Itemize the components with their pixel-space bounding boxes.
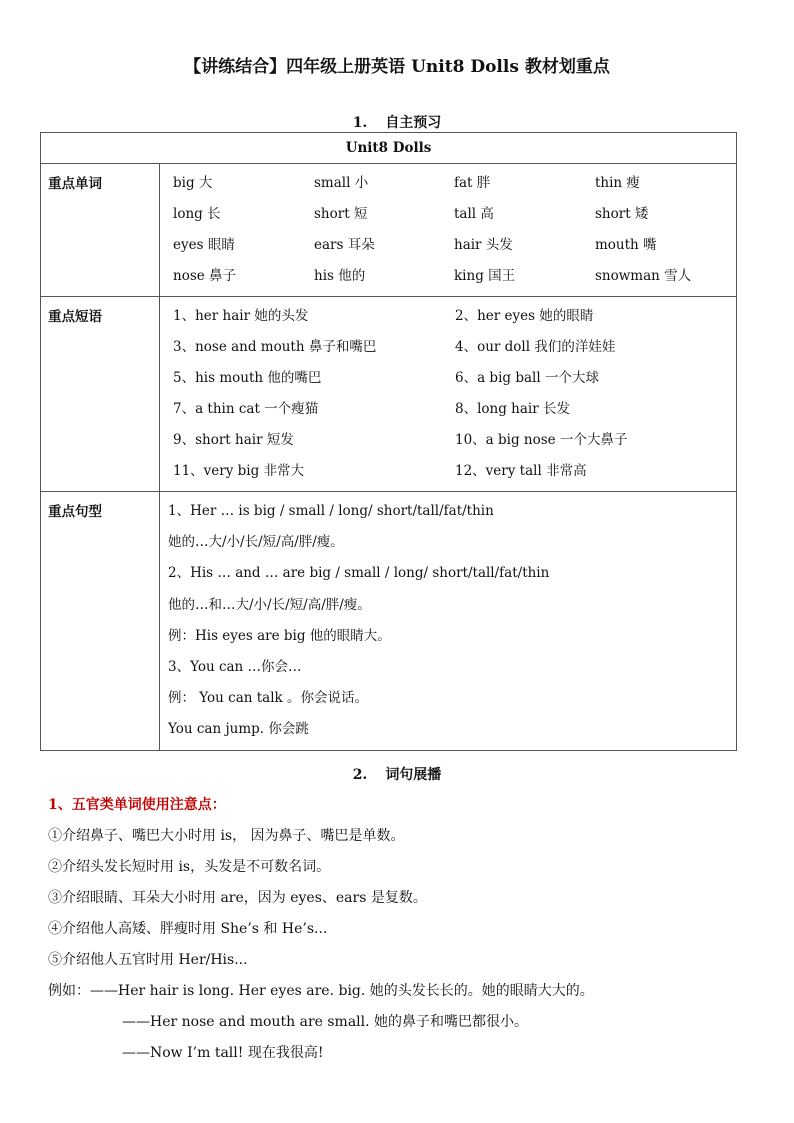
note-item: ③介绍眼睛、耳朵大小时用 are，因为 eyes、ears 是复数。 <box>48 890 427 906</box>
sentence-line: 例： You can talk 。你会说话。 <box>168 690 369 707</box>
word-item: snowman 雪人 <box>595 268 692 284</box>
row-label-words: 重点单词 <box>41 164 160 297</box>
word-item: tall 高 <box>454 206 494 222</box>
phrase-item: 5、his mouth 他的嘴巴 <box>173 370 322 386</box>
example-line: ——Now I’m tall! 现在我很高! <box>122 1045 324 1061</box>
row-label-phrases: 重点短语 <box>41 297 160 492</box>
vocab-table <box>40 132 737 751</box>
section-2-title: 词句展播 <box>385 767 442 783</box>
table-row-sentences <box>41 492 737 751</box>
note-item: ②介绍头发长短时用 is，头发是不可数名词。 <box>48 859 331 875</box>
phrase-item: 4、our doll 我们的洋娃娃 <box>455 339 616 355</box>
sentence-line: You can jump. 你会跳 <box>168 721 309 738</box>
sentence-line: 3、You can …你会… <box>168 658 302 675</box>
section-1-title: 自主预习 <box>385 115 442 131</box>
word-item: hair 头发 <box>454 237 513 253</box>
phrase-item: 1、her hair 她的头发 <box>173 308 309 324</box>
phrase-item: 3、nose and mouth 鼻子和嘴巴 <box>173 339 377 355</box>
note-item: ①介绍鼻子、嘴巴大小时用 is， 因为鼻子、嘴巴是单数。 <box>48 828 405 844</box>
section-1-number: 1. <box>352 115 368 131</box>
example-line: ——Her nose and mouth are small. 她的鼻子和嘴巴都很小。 <box>122 1014 529 1030</box>
phrase-item: 2、her eyes 她的眼睛 <box>455 308 594 324</box>
word-item: short 短 <box>314 206 368 222</box>
sentence-list <box>160 492 736 750</box>
phrase-item: 10、a big nose 一个大鼻子 <box>455 432 628 448</box>
word-item: ears 耳朵 <box>314 237 375 253</box>
word-item: king 国王 <box>454 268 516 284</box>
word-item: eyes 眼睛 <box>173 237 235 253</box>
row-label-sentences: 重点句型 <box>41 492 160 751</box>
word-item: fat 胖 <box>454 175 491 191</box>
section-1-heading <box>0 112 794 132</box>
page-title: 【讲练结合】四年级上册英语 Unit8 Dolls 教材划重点 <box>184 57 610 77</box>
phrase-item: 11、very big 非常大 <box>173 463 305 479</box>
phrase-item: 12、very tall 非常高 <box>455 463 587 479</box>
table-header: Unit8 Dolls <box>41 133 737 164</box>
section-2-number: 2. <box>352 767 368 783</box>
note-item: ④介绍他人高矮、胖瘦时用 She’s 和 He’s... <box>48 921 328 937</box>
sentence-line: 2、His … and … are big / small / long/ short/tall/fat/thin <box>168 565 550 582</box>
phrases-grid <box>160 297 736 491</box>
notes-heading: 1、五官类单词使用注意点： <box>48 797 226 813</box>
table-row-words <box>41 164 737 297</box>
sentence-line: 她的…大/小/长/短/高/胖/瘦。 <box>168 534 344 551</box>
sentence-line: 例：His eyes are big 他的眼睛大。 <box>168 627 391 644</box>
table-row-phrases <box>41 297 737 492</box>
phrase-item: 7、a thin cat 一个瘦猫 <box>173 401 319 417</box>
word-item: thin 瘦 <box>595 175 640 191</box>
word-item: mouth 嘴 <box>595 237 657 253</box>
example-line: 例如：——Her hair is long. Her eyes are. big. 她的头发长长的。她的眼睛大大的。 <box>48 983 594 999</box>
words-grid <box>160 164 736 296</box>
sentence-line: 1、Her … is big / small / long/ short/tall/fat/thin <box>168 503 494 519</box>
word-item: nose 鼻子 <box>173 268 237 284</box>
phrase-item: 6、a big ball 一个大球 <box>455 370 599 386</box>
word-item: big 大 <box>173 175 213 191</box>
word-item: short 矮 <box>595 206 649 222</box>
sentence-line: 他的…和…大/小/长/短/高/胖/瘦。 <box>168 596 371 613</box>
word-item: long 长 <box>173 206 221 222</box>
notes-block <box>48 790 594 1069</box>
phrase-item: 8、long hair 长发 <box>455 401 570 417</box>
section-2-heading <box>0 764 794 784</box>
word-item: his 他的 <box>314 268 366 284</box>
word-item: small 小 <box>314 175 369 191</box>
note-item: ⑤介绍他人五官时用 Her/His... <box>48 952 248 968</box>
phrase-item: 9、short hair 短发 <box>173 432 294 448</box>
